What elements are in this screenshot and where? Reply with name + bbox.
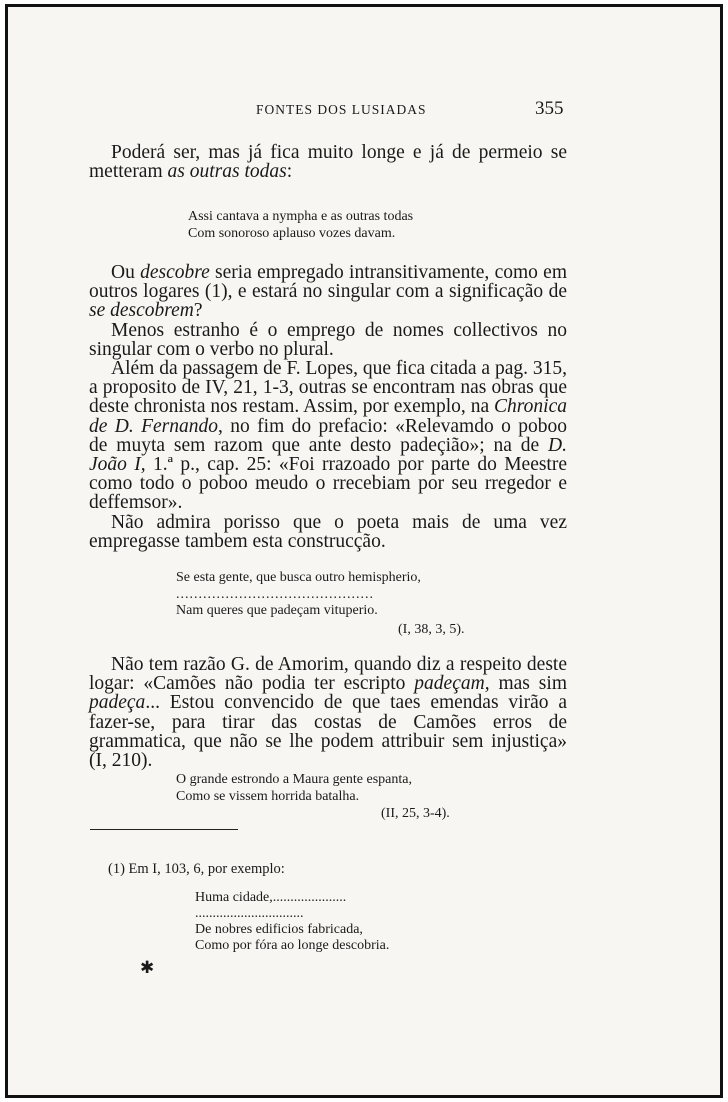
asterisk-mark: ✱ xyxy=(140,958,155,977)
verse-line: Como se vissem horrida batalha. xyxy=(176,788,360,804)
footnote-verse xyxy=(195,890,389,954)
paragraph-1: Poderá ser, mas já fica muito longe e já de permeio se metteram as outras todas: xyxy=(89,142,567,183)
verse-line: Como por fóra ao longe descobria. xyxy=(195,938,390,953)
footnote-rule xyxy=(90,829,238,830)
page-number: 355 xyxy=(535,98,564,119)
verse-ellipsis: ............................... xyxy=(195,906,304,921)
footnote-intro: (1) Em I, 103, 6, por exemplo: xyxy=(108,861,285,877)
paragraph-2: Ou descobre seria empregado intransitivamente, como em outros logares (1), e estará no singular com a significação de se descobrem? Menos estranho é o emprego de nomes collectivos no singular com o verbo no plural. Além da passagem de F. Lopes, que fica citada a pag. 315, a proposito de IV, 21, 1-3, outras se encontram nas obras que deste chronista nos restam. Assim, por exemplo, na Chronica de D. Fernando, no fim do prefacio: «Relevamdo o poboo de muyta sem razom que ante desto padeçião»; na de D. João I, 1.ª p., cap. 25: «Foi rrazoado por parte do Meestre como todo o poboo meudo o rrecebiam por seu rregedor e deffemsor». Não admira porisso que o poeta mais de uma vez empregasse tambem esta construcção. xyxy=(89,262,567,552)
paragraph-3: Menos estranho é o emprego de nomes collectivos no singular com o verbo no plural. xyxy=(89,319,567,360)
paragraph-5: Não admira porisso que o poeta mais de uma vez empregasse tambem esta construcção. xyxy=(89,511,567,552)
verse-line: Assi cantava a nympha e as outras todas xyxy=(188,209,414,224)
verse-quote-2 xyxy=(176,570,421,620)
verse-line: Nam queres que padeçam vituperio. xyxy=(176,603,378,618)
verse-reference: (II, 25, 3-4). xyxy=(381,806,450,821)
paragraph-6: Não tem razão G. de Amorim, quando diz a respeito deste logar: «Camões não podia ter escripto padeçam, mas sim padeça... Estou convencido de que taes emendas virão a fazer-se, para tirar das costas de Camões erros de grammatica, que não se lhe podem attribuir sem injustiça» (I, 210). xyxy=(89,654,567,772)
verse-quote-1 xyxy=(188,209,413,242)
verse-ellipsis: ............................................ xyxy=(176,586,374,602)
running-title: FONTES DOS LUSIADAS xyxy=(256,102,427,117)
verse-reference: (I, 38, 3, 5). xyxy=(398,622,465,637)
verse-line: Com sonoroso aplauso vozes davam. xyxy=(188,225,396,241)
verse-line: Se esta gente, que busca outro hemispherio, xyxy=(176,570,421,585)
paragraph-4: Além da passagem de F. Lopes, que fica citada a pag. 315, a proposito de IV, 21, 1-3, outras se encontram nas obras que deste chronista nos restam. Assim, por exemplo, na Chronica de D. Fernando, no fim do prefacio: «Relevamdo o poboo de muyta sem razom que ante desto padeçião»; na de D. João I, 1.ª p., cap. 25: «Foi rrazoado por parte do Meestre como todo o poboo meudo o rrecebiam por seu rregedor e deffemsor». xyxy=(89,358,567,514)
verse-line: O grande estrondo a Maura gente espanta, xyxy=(176,772,412,787)
verse-line: Huma cidade,..................... xyxy=(195,890,347,905)
verse-line: De nobres edificios fabricada, xyxy=(195,922,363,937)
verse-quote-3 xyxy=(176,772,412,805)
running-head xyxy=(0,98,728,122)
